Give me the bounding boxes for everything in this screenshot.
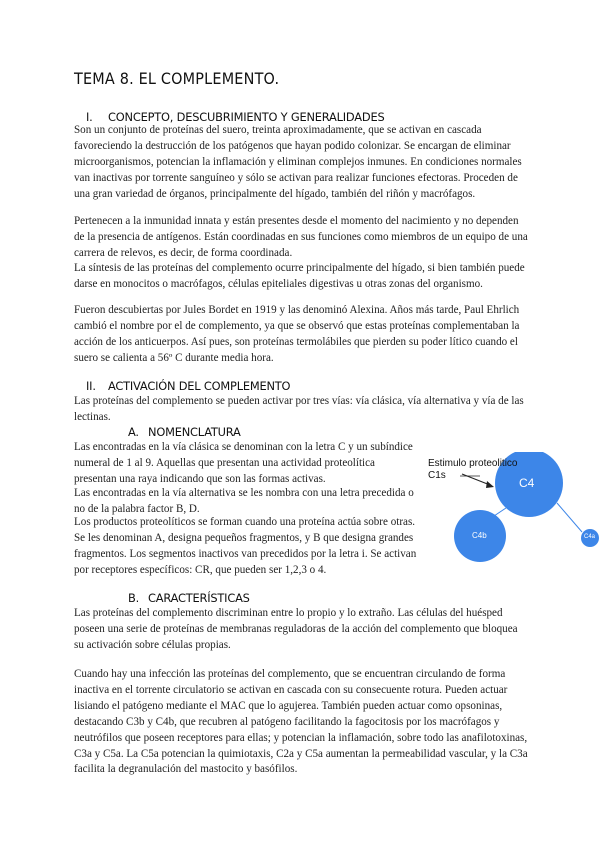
- subsection-heading-nomenclatura: [128, 425, 241, 439]
- paragraph: Son un conjunto de proteínas del suero, treinta aproximadamente, que se activan en cascada favoreciendo la destrucción de los patógenos que hayan podido colonizar. Se encargan de eliminar microorganismos, potencian la inflamación y eliminan complejos inmunes. En condiciones normales van inactivas por torrente sanguíneo y sólo se activan para realizar funciones efectoras. Proceden de una gran variedad de órganos, principalmente del hígado, también del riñón y macrófagos.: [74, 124, 522, 200]
- subsection-title: NOMENCLATURA: [148, 425, 241, 439]
- section-number: II.: [86, 379, 96, 393]
- section-title: CONCEPTO, DESCUBRIMIENTO Y GENERALIDADES: [108, 110, 385, 124]
- subsection-number: A.: [128, 425, 139, 439]
- section-number: I.: [86, 110, 93, 124]
- c1s-label: C1s: [428, 470, 446, 481]
- section-heading-concepto: [86, 110, 384, 124]
- paragraph: La síntesis de las proteínas del complemento ocurre principalmente del hígado, si bien también puede darse en monocitos o macrófagos, células epiteliales digestivas u otras zonas del organismo.: [74, 262, 525, 290]
- page-title: TEMA 8. EL COMPLEMENTO.: [74, 69, 280, 88]
- paragraph: Las proteínas del complemento discriminan entre lo propio y lo extraño. Las células del huésped poseen una serie de proteínas de membranas reguladoras de la acción del complemento que bloquea su activación sobre células propias.: [74, 607, 518, 651]
- paragraph: Fueron descubiertas por Jules Bordet en 1919 y las denominó Alexina. Años más tarde, Paul Ehrlich cambió el nombre por el de complemento, ya que se observó que estas proteínas complementaban la acción de los anticuerpos. Así pues, son proteínas termolábiles que pierden su poder lítico cuando el suero se calienta a 56º C durante media hora.: [74, 304, 520, 364]
- paragraph: Las encontradas en la vía alternativa se les nombra con una letra precedida o no de la palabra factor B, D.: [74, 487, 414, 515]
- arrow-head: [486, 481, 494, 488]
- stimulus-label: Estimulo proteolitico: [428, 458, 518, 469]
- paragraph: Cuando hay una infección las proteínas del complemento, que se encuentran circulando de forma inactiva en el torrente circulatorio se activan en cascada con su consecuente rotura. Pueden actuar lisiando el patógeno mediante el MAC que lo agujerea. También pueden actuar como opsoninas, destacando C3b y C4b, que recubren al patógeno facilitando la fagocitosis por los macrófagos y neutrófilos que poseen receptores para ellas; y potencian la inflamación, sobre todo las anafilotoxinas, C3a y C5a. La C5a potencian la quimiotaxis, C2a y C5a aumentan la permeabilidad vascular, y la C3a facilita la degranulación del mastocito y basófilos.: [74, 668, 528, 776]
- paragraph: Pertenecen a la inmunidad innata y están presentes desde el momento del nacimiento y no dependen de la presencia de antígenos. Están coordinadas en sus funciones como miembros de un equipo de una carrera de relevos, es decir, de forma coordinada.: [74, 215, 528, 259]
- complement-cleavage-diagram: [418, 452, 600, 564]
- subsection-heading-caracteristicas: [128, 591, 250, 605]
- paragraph: Las encontradas en la vía clásica se denominan con la letra C y un subíndice numeral de 1 al 9. Aquellas que presentan una actividad proteolítica presentan una raya indicando que son las formas activas.: [74, 441, 413, 485]
- paragraph: Los productos proteolíticos se forman cuando una proteína actúa sobre otras. Se les denominan A, designa pequeños fragmentos, y B que designa grandes fragmentos. Los segmentos inactivos van precedidos por la letra i. Se activan por receptores específicos: CR, que pueden ser 1,2,3 o 4.: [74, 516, 417, 576]
- section-heading-activacion: [86, 379, 290, 393]
- subsection-number: B.: [128, 591, 140, 605]
- section-title: ACTIVACIÓN DEL COMPLEMENTO: [108, 379, 291, 393]
- arrow-c4-c4a: [557, 503, 582, 532]
- paragraph: Las proteínas del complemento se pueden activar por tres vías: vía clásica, vía alternativa y vía de las lectinas.: [74, 395, 524, 423]
- subsection-title: CARACTERÍSTICAS: [148, 591, 250, 605]
- arrow-c4-c4b: [494, 508, 506, 516]
- c4b-label: C4b: [472, 531, 487, 540]
- c4-label: C4: [519, 476, 535, 490]
- c4a-label: C4a: [584, 534, 596, 540]
